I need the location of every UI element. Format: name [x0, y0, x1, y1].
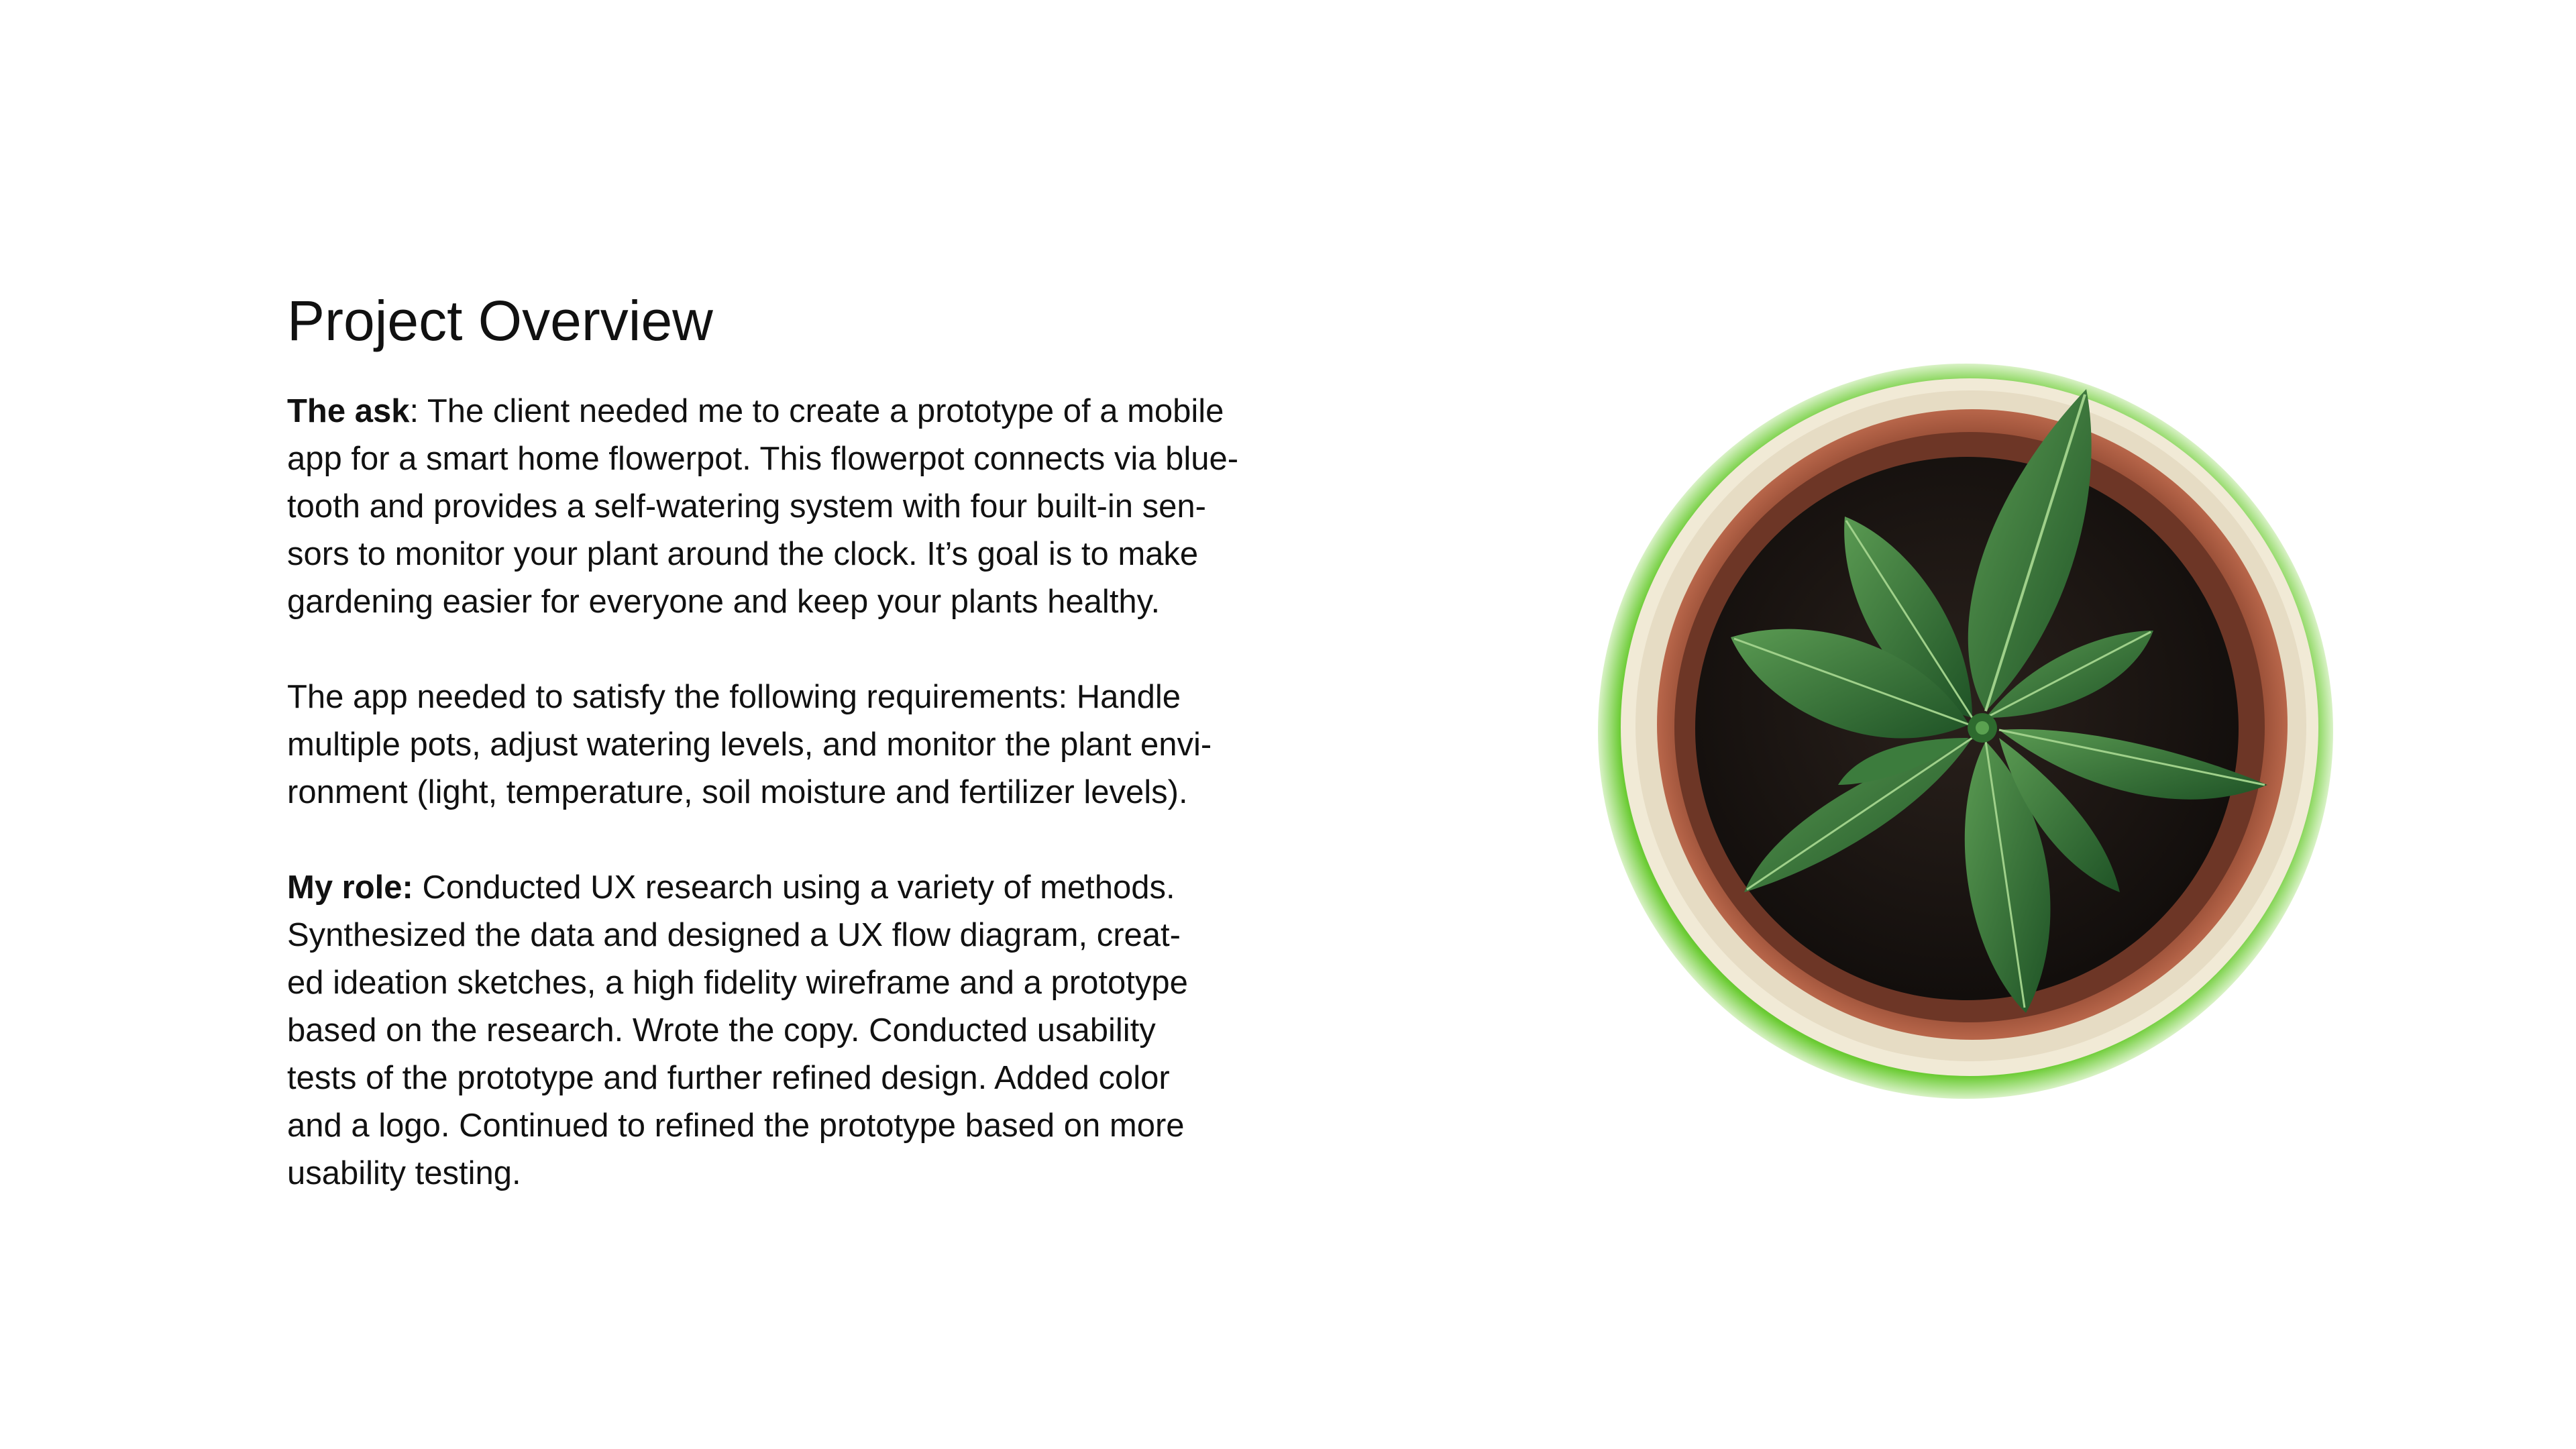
text-line: ed ideation sketches, a high fidelity wireframe and a prototype	[287, 965, 1188, 1001]
text-line: The app needed to satisfy the following requirements: Handle	[287, 679, 1181, 715]
the-ask-label: The ask	[287, 393, 410, 429]
text-line: tooth and provides a self-watering system with four built-in sen-	[287, 488, 1206, 525]
text-line: multiple pots, adjust watering levels, and monitor the plant envi-	[287, 727, 1212, 763]
text-line-content: : The client needed me to create a prototype of a mobile	[409, 393, 1224, 429]
text-line: Synthesized the data and designed a UX flow diagram, creat-	[287, 917, 1181, 953]
text-line: usability testing.	[287, 1155, 521, 1191]
page-title: Project Overview	[287, 289, 713, 352]
the-ask-paragraph	[287, 388, 1293, 626]
my-role-label: My role:	[287, 869, 413, 906]
plant-in-pot-photo	[1597, 362, 2334, 1100]
text-line: based on the research. Wrote the copy. Conducted usability	[287, 1012, 1156, 1049]
text-line: sors to monitor your plant around the clock. It’s goal is to make	[287, 536, 1199, 572]
text-line-content: Conducted UX research using a variety of methods.	[413, 869, 1175, 906]
text-line: app for a smart home flowerpot. This flowerpot connects via blue-	[287, 441, 1239, 477]
text-line: tests of the prototype and further refined design. Added color	[287, 1060, 1170, 1096]
text-line	[287, 864, 1293, 912]
plant-pot-illustration	[1597, 362, 2334, 1100]
text-line: ronment (light, temperature, soil moisture and fertilizer levels).	[287, 774, 1188, 810]
text-line	[287, 388, 1293, 435]
my-role-paragraph	[287, 864, 1293, 1197]
text-line: and a logo. Continued to refined the prototype based on more	[287, 1108, 1185, 1144]
text-line: gardening easier for everyone and keep your plants healthy.	[287, 584, 1161, 620]
requirements-paragraph	[287, 674, 1293, 816]
soil	[1695, 457, 2239, 1000]
project-overview-section	[287, 282, 1293, 1197]
